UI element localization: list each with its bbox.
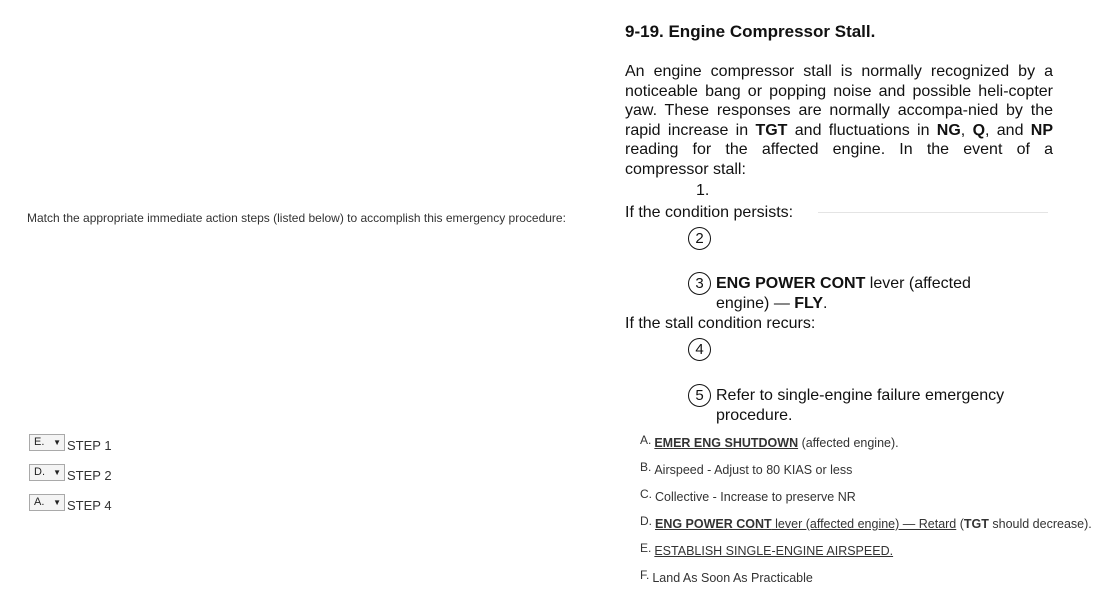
step-4-select[interactable] (29, 494, 65, 511)
step-label: STEP 4 (67, 498, 112, 513)
option-e: E. ESTABLISH SINGLE-ENGINE AIRSPEED. (640, 541, 894, 558)
circled-step-5: 5 (688, 384, 711, 407)
step-label: STEP 1 (67, 438, 112, 453)
select-value: D. (34, 466, 45, 478)
circled-step-3: 3 (688, 272, 711, 295)
option-letter: C. (640, 487, 652, 501)
option-letter: E. (640, 541, 652, 555)
dropdown-arrow-icon: ▼ (53, 498, 61, 507)
dropdown-arrow-icon: ▼ (53, 468, 61, 477)
step-2-select[interactable] (29, 464, 65, 481)
option-c: C. Collective - Increase to preserve NR (640, 487, 856, 504)
step-label: STEP 2 (67, 468, 112, 483)
manual-paragraph: An engine compressor stall is normally recognized by a noticeable bang or popping noise and possible heli-copter yaw. These responses are normally accompa-nied by the rapid increase in TGT and fluctuations in NG, Q, and NP reading for the affected engine. In the event of a compressor stall: (625, 63, 1054, 178)
dropdown-arrow-icon: ▼ (53, 438, 61, 447)
option-b: B. Airspeed - Adjust to 80 KIAS or less (640, 460, 853, 477)
select-value: A. (34, 496, 45, 508)
option-a: A. EMER ENG SHUTDOWN (affected engine). (640, 433, 899, 450)
manual-title: 9-19. Engine Compressor Stall. (625, 22, 876, 41)
manual-step-1-number: 1. (696, 182, 710, 199)
option-letter: A. (640, 433, 652, 447)
manual-excerpt-image (618, 14, 1058, 434)
option-letter: B. (640, 460, 652, 474)
option-d: D. ENG POWER CONT lever (affected engine) — Retard (TGT should decrease). (640, 514, 1092, 531)
manual-step-5-text: Refer to single-engine failure emergency procedure. (716, 387, 1005, 424)
manual-condition-persists: If the condition persists: (625, 204, 794, 221)
select-value: E. (34, 436, 45, 448)
option-letter: D. (640, 514, 652, 528)
manual-condition-recurs: If the stall condition recurs: (625, 315, 816, 332)
circled-step-4: 4 (688, 338, 711, 361)
option-letter: F. (640, 568, 650, 582)
option-f: F. Land As Soon As Practicable (640, 568, 813, 585)
manual-step-3-text: ENG POWER CONT lever (affected engine) — FLY. (716, 275, 971, 312)
scan-artifact-line (818, 212, 1048, 213)
step-1-select[interactable] (29, 434, 65, 451)
question-prompt: Match the appropriate immediate action steps (listed below) to accomplish this emergency procedure: (27, 211, 566, 225)
circled-step-2: 2 (688, 227, 711, 250)
